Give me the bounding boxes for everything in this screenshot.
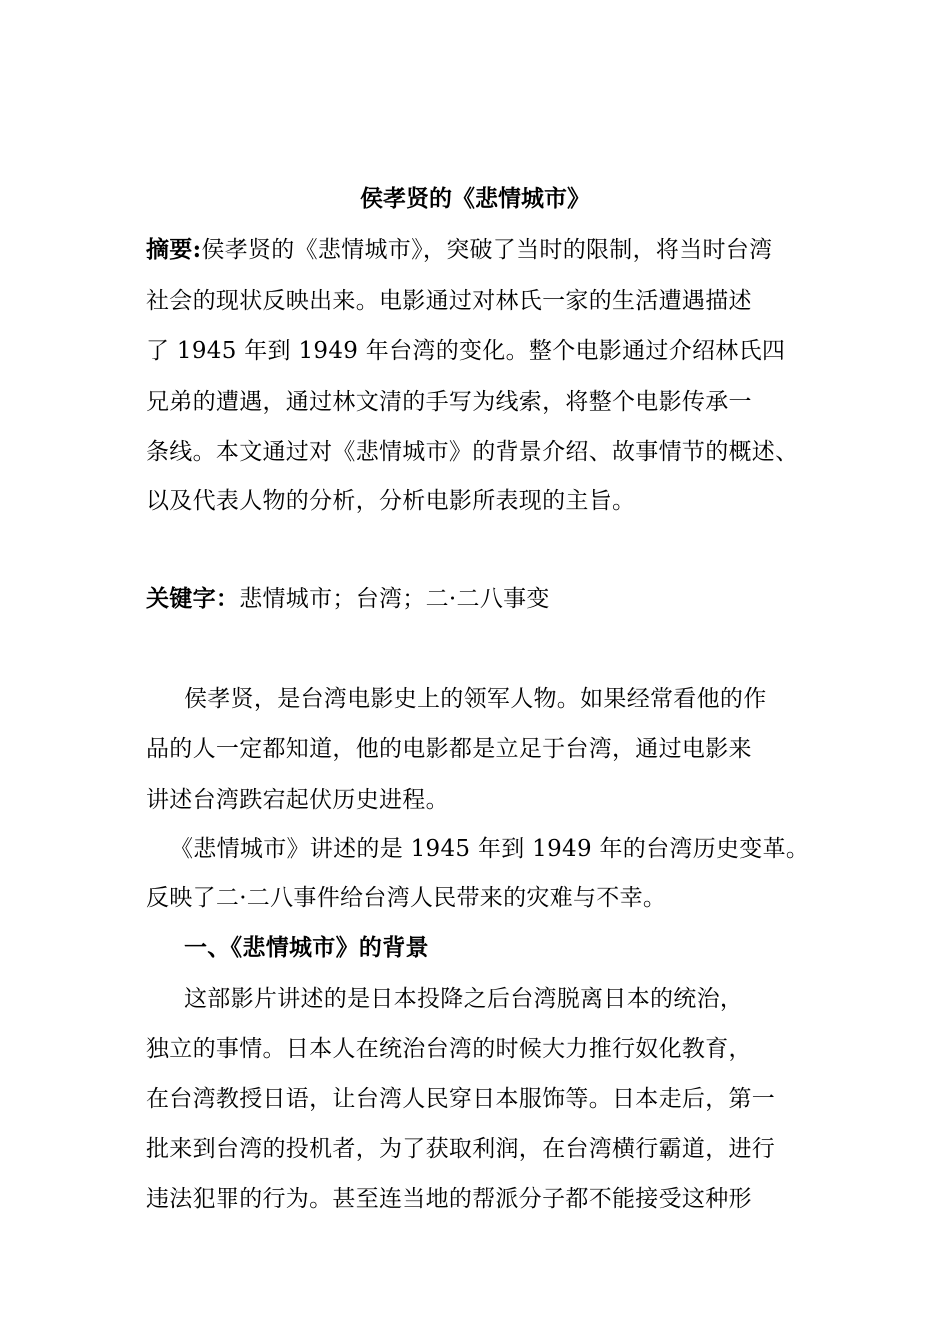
paragraph-line: 这部影片讲述的是日本投降之后台湾脱离日本的统治， xyxy=(184,986,744,1012)
paragraph-line: 讲述台湾跌宕起伏历史进程。 xyxy=(146,787,449,813)
keywords-value: 悲情城市；台湾；二·二八事变 xyxy=(239,586,550,612)
abstract-label: 摘要: xyxy=(146,236,202,263)
paragraph-line: 《悲情城市》讲述的是 1945 年到 1949 年的台湾历史变革。 xyxy=(170,836,810,862)
abstract-line: 以及代表人物的分析，分析电影所表现的主旨。 xyxy=(146,488,636,514)
paragraph-line: 在台湾教授日语，让台湾人民穿日本服饰等。日本走后，第一 xyxy=(146,1086,776,1112)
document-title: 侯孝贤的《悲情城市》 xyxy=(360,185,590,212)
paragraph-line: 侯孝贤，是台湾电影史上的领军人物。如果经常看他的作 xyxy=(184,686,767,712)
paragraph-line: 独立的事情。日本人在统治台湾的时候大力推行奴化教育， xyxy=(146,1036,752,1062)
abstract-line xyxy=(146,234,772,266)
abstract-line: 兄弟的遭遇，通过林文清的手写为线索，将整个电影传承一 xyxy=(146,389,752,415)
paragraph-line: 品的人一定都知道，他的电影都是立足于台湾，通过电影来 xyxy=(146,736,752,762)
paragraph-line: 反映了二·二八事件给台湾人民带来的灾难与不幸。 xyxy=(146,885,667,911)
paragraph-line: 违法犯罪的行为。甚至连当地的帮派分子都不能接受这种形 xyxy=(146,1186,752,1212)
keywords-label: 关键字： xyxy=(146,585,240,612)
section-heading: 一、《悲情城市》的背景 xyxy=(184,934,429,961)
abstract-line: 了 1945 年到 1949 年台湾的变化。整个电影通过介绍林氏四 xyxy=(146,338,786,364)
abstract-text: 侯孝贤的《悲情城市》，突破了当时的限制，将当时台湾 xyxy=(201,237,773,263)
keywords-line xyxy=(146,583,550,615)
abstract-line: 社会的现状反映出来。电影通过对林氏一家的生活遭遇描述 xyxy=(146,288,752,314)
paragraph-line: 批来到台湾的投机者，为了获取利润，在台湾横行霸道，进行 xyxy=(146,1136,776,1162)
abstract-line: 条线。本文通过对《悲情城市》的背景介绍、故事情节的概述、 xyxy=(146,439,799,465)
